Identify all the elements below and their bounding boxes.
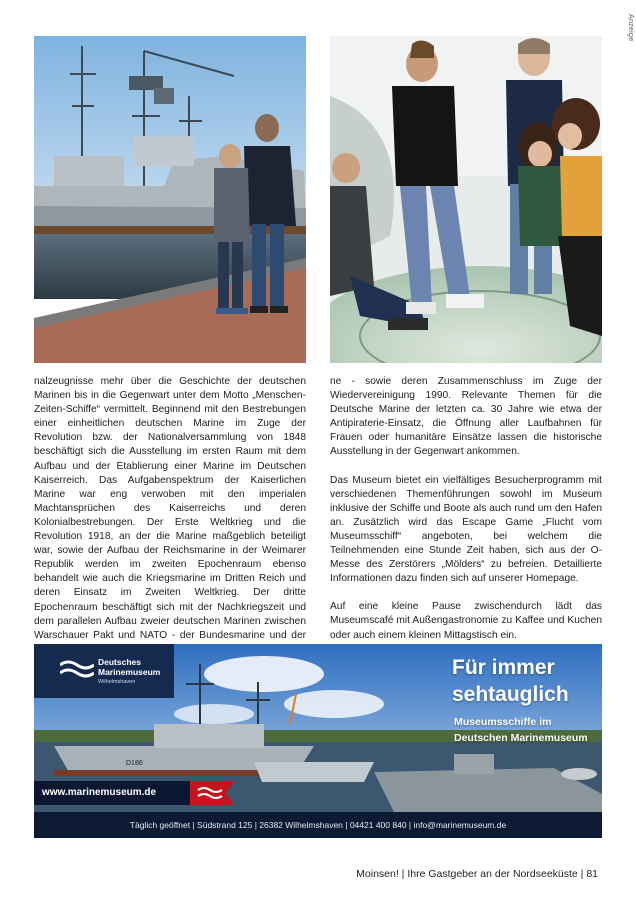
ship-number: D186 [126,760,143,767]
harbor-photo [34,36,306,363]
logo-line-3: Wilhelmshaven [98,679,136,685]
wave-logo-icon [60,659,94,679]
contact-info-bar: Täglich geöffnet | Südstrand 125 | 26382 Wilhelmshaven | 04421 400 840 | info@marinemuseum.de [34,812,602,838]
paragraph: ne - sowie deren Zusammenschluss im Zuge der Wiedervereinigung 1990. Relevante Themen für die Deutsche Marine der letzten ca. 30 Jahre wie etwa der Antipiraterie-Einsatz, die Öffnung aller Laufbahnen für Frauen oder humanitäre Einsätze lassen die historische Ausstellung in der Gegenwart ankommen. [330,376,602,458]
article-column-left [34,375,306,671]
headline-line-2: sehtauglich [452,683,569,706]
headline-line-1: Für immer [452,656,555,679]
subheadline-line-1: Museumsschiffe im [454,716,552,728]
page-footer: Moinsen! | Ihre Gastgeber an der Nordseeküste | 81 [356,868,598,880]
paragraph: Das Museum bietet ein vielfältiges Besucherprogramm mit verschiedenen Themenführungen sowohl im Museum inklusive der Schiffe und Boote als auch rund um den Hafen an. Zusätzlich wird das Escape Game „Flucht vom Museumsschiff“ angeboten, bei welchem die Teilnehmenden eine Stunde Zeit haben, sich aus der O-Messe des Zerstörers „Mölders“ zu befreien. Detaillierte Informationen dazu finden sich auf unserer Homepage. [330,474,602,585]
museum-logo[interactable] [34,644,174,698]
paragraph: Auf eine kleine Pause zwischendurch lädt das Museumscafé mit Außengastronomie zu Kaffee und Kuchen oder auch einem kleinen Mittagstisch ein. [330,601,602,641]
subheadline-line-2: Deutschen Marinemuseum [454,732,588,744]
paragraph: nalzeugnisse mehr über die Geschichte der deutschen Marinen bis in die Gegenwart unter dem Motto „Menschen-Zeiten-Schiffe“ vermittelt. Beginnend mit den Bestrebungen einer einheitlichen deutschen Marine im Zuge der Revolution bzw. der Nationalversammlung von 1848 beschäftigt sich die Ausstellung im ersten Raum mit dem Aufbau und der Etablierung einer Marine im Deutschen Kaiserreich. Das Aufgabenspektrum der Kaiserlichen Marine war eng verwoben mit den imperialen Machtansprüchen des Kaiserreichs und deren Kolonialbestrebungen. Der Erste Weltkrieg und die Revolution 1918, an der die Marine maßgeblich beteiligt war, sowie der Aufbau der Reichsmarine in der Weimarer Republik werden im zweiten Epochenraum ebenso behandelt wie auch die Kriegsmarine im Dritten Reich und deren Einsatz im Zweiten Weltkrieg. Der dritte Epochenraum beschäftigt sich mit der Nachkriegszeit und dem parallelen Aufbau zweier deutschen Marinen zwischen Warschauer Pakt und NATO - der Bundesmarine und der [34,376,306,641]
flag-wave-icon [190,781,234,805]
ad-subheadline [454,714,588,746]
museum-visitors-photo [330,36,602,363]
logo-line-2: Marinemuseum [98,667,161,677]
advertisement-label: Anzeige [627,14,634,42]
marinemuseum-advertisement[interactable] [34,644,602,838]
ad-headline [452,654,569,708]
logo-line-1: Deutsches [98,657,141,667]
article-column-right [330,375,602,657]
website-link[interactable]: www.marinemuseum.de [34,781,190,805]
